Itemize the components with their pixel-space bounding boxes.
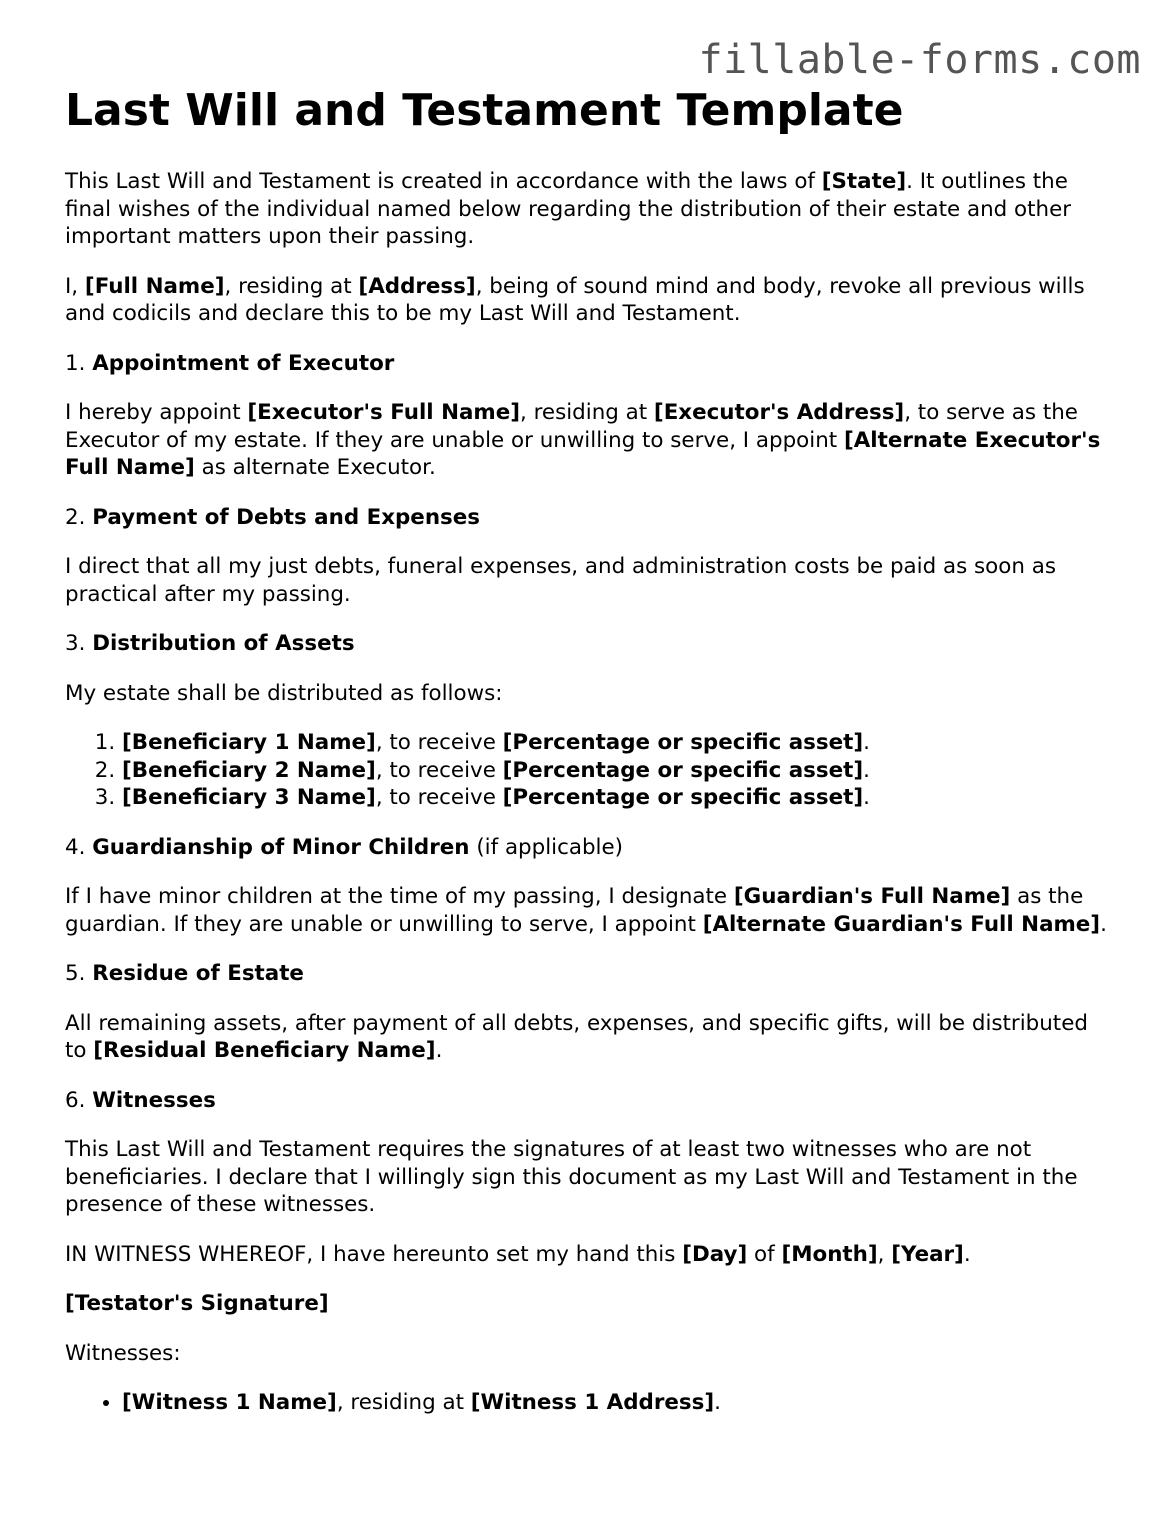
- day-placeholder: [Day]: [682, 1241, 748, 1267]
- address-placeholder: [Address]: [358, 273, 476, 299]
- full-name-placeholder: [Full Name]: [84, 273, 225, 299]
- residual-beneficiary-placeholder: [Residual Beneficiary Name]: [93, 1038, 436, 1063]
- list-item: • [Witness 1 Name], residing at [Witness 1 Address].: [122, 1389, 1115, 1417]
- list-item: 1. [Beneficiary 1 Name], to receive [Percentage or specific asset].: [122, 729, 1115, 757]
- section-1-body: I hereby appoint [Executor's Full Name], residing at [Executor's Address], to serve as the Executor of my estate. If they are unable or unwilling to serve, I appoint [Alternate Executor's Full Name] as alternate Executor.: [65, 400, 1101, 480]
- declaration-paragraph: I, [Full Name], residing at [Address], being of sound mind and body, revoke all previous wills and codicils and declare this to be my Last Will and Testament.: [65, 273, 1085, 326]
- intro-paragraph: This Last Will and Testament is created in accordance with the laws of [State]. It outlines the final wishes of the individual named below regarding the distribution of their estate and other important matters upon their passing.: [65, 169, 1072, 249]
- beneficiary-list: [65, 729, 1115, 812]
- section-1-heading: 1. Appointment of Executor: [65, 350, 395, 376]
- section-3-lead: My estate shall be distributed as follows:: [65, 680, 503, 706]
- document-title: Last Will and Testament Template: [65, 85, 904, 136]
- document-page: [65, 84, 1115, 1417]
- attestation-paragraph: IN WITNESS WHEREOF, I have hereunto set my hand this [Day] of [Month], [Year].: [65, 1241, 971, 1267]
- state-placeholder: [State]: [821, 169, 907, 194]
- section-2-heading: 2. Payment of Debts and Expenses: [65, 504, 481, 530]
- list-item: 2. [Beneficiary 2 Name], to receive [Percentage or specific asset].: [122, 757, 1115, 785]
- executor-name-placeholder: [Executor's Full Name]: [247, 400, 520, 425]
- testator-signature: [Testator's Signature]: [65, 1291, 329, 1316]
- executor-address-placeholder: [Executor's Address]: [653, 400, 905, 425]
- witness-list: [65, 1389, 1115, 1417]
- list-item: 3. [Beneficiary 3 Name], to receive [Percentage or specific asset].: [122, 784, 1115, 812]
- alt-guardian-placeholder: [Alternate Guardian's Full Name]: [702, 911, 1101, 937]
- alt-executor-placeholder: [Alternate Executor's Full Name]: [65, 427, 1101, 480]
- month-placeholder: [Month]: [781, 1241, 878, 1267]
- section-4-body: If I have minor children at the time of my passing, I designate [Guardian's Full Name] as the guardian. If they are unable or unwilling to serve, I appoint [Alternate Guardian's Full Name].: [65, 884, 1107, 937]
- section-6-body: This Last Will and Testament requires the signatures of at least two witnesses who are not beneficiaries. I declare that I willingly sign this document as my Last Will and Testament in the presence of these witnesses.: [65, 1137, 1078, 1217]
- section-3-heading: 3. Distribution of Assets: [65, 631, 355, 656]
- site-watermark: fillable-forms.com: [698, 37, 1141, 83]
- guardian-placeholder: [Guardian's Full Name]: [733, 884, 1011, 909]
- section-4-heading: 4. Guardianship of Minor Children (if applicable): [65, 834, 623, 860]
- section-5-body: All remaining assets, after payment of all debts, expenses, and specific gifts, will be distributed to [Residual Beneficiary Name].: [65, 1010, 1088, 1063]
- section-2-body: I direct that all my just debts, funeral expenses, and administration costs be paid as soon as practical after my passing.: [65, 554, 1056, 607]
- year-placeholder: [Year]: [891, 1241, 964, 1267]
- section-5-heading: 5. Residue of Estate: [65, 961, 304, 986]
- witnesses-label: Witnesses:: [65, 1340, 181, 1366]
- section-6-heading: 6. Witnesses: [65, 1087, 216, 1113]
